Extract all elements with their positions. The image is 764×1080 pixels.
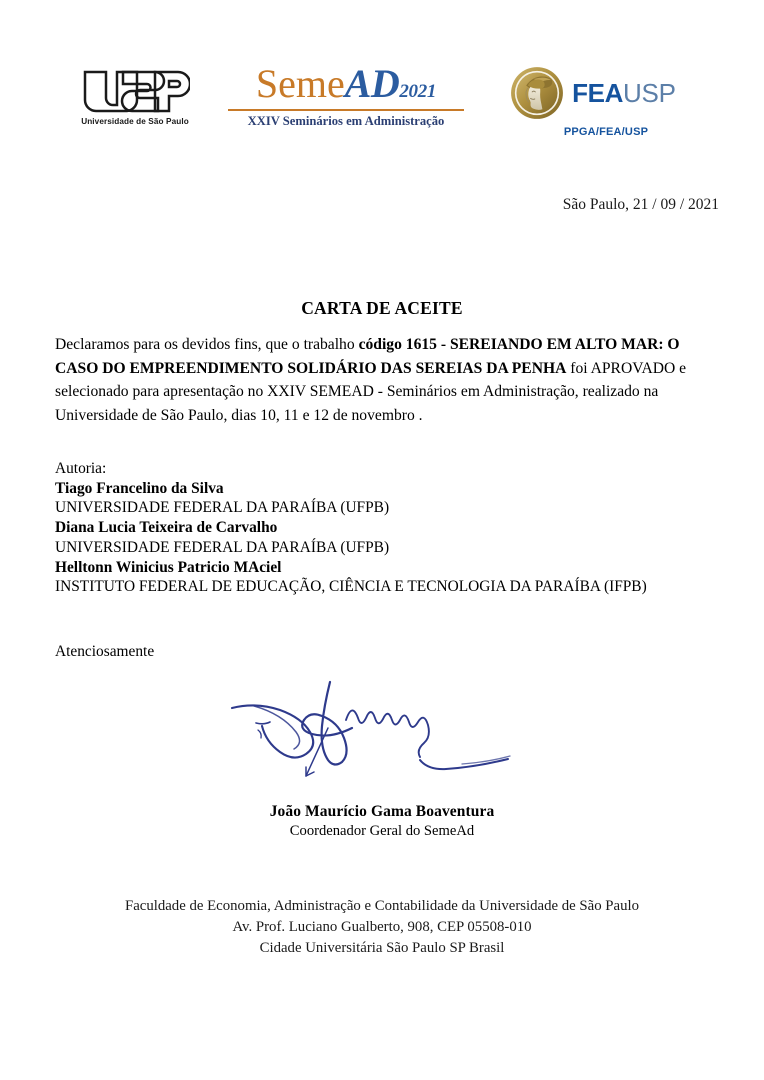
athena-head-medallion-icon	[510, 66, 564, 120]
signature-block	[0, 668, 764, 840]
declaration-paragraph	[55, 333, 693, 428]
page-title: CARTA DE ACEITE	[301, 298, 463, 318]
fea-usp-logo-top	[510, 66, 676, 120]
semead-wordmark	[255, 61, 437, 106]
signatory-role: Coordenador Geral do SemeAd	[289, 823, 475, 839]
usp-logo	[76, 62, 194, 126]
author-name: Tiago Francelino da Silva	[55, 479, 224, 497]
fea-wordmark-fea: FEA	[572, 78, 623, 108]
semead-wordmark-seme: Seme	[255, 61, 345, 106]
author-institution: INSTITUTO FEDERAL DE EDUCAÇÃO, CIÊNCIA E TECNOLOGIA DA PARAÍBA (IFPB)	[55, 578, 647, 596]
closing-salutation: Atenciosamente	[55, 643, 155, 660]
footer-line-1: Faculdade de Economia, Administração e Contabilidade da Universidade de São Paulo	[124, 898, 640, 914]
authorship-label: Autoria:	[55, 460, 107, 477]
date-line: São Paulo, 21 / 09 / 2021	[562, 196, 719, 213]
author-name: Helltonn Winicius Patricio MAciel	[55, 558, 282, 576]
signatory-name: João Maurício Gama Boaventura	[269, 803, 495, 820]
author-institution: UNIVERSIDADE FEDERAL DA PARAÍBA (UFPB)	[55, 499, 390, 517]
semead-wordmark-ad: AD	[344, 61, 400, 106]
footer-address	[0, 896, 764, 959]
fea-usp-logo-subtitle: PPGA/FEA/USP	[563, 126, 649, 138]
footer-line-2: Av. Prof. Luciano Gualberto, 908, CEP 05508-010	[232, 919, 532, 935]
semead-logo	[220, 62, 472, 129]
authorship-block	[55, 459, 695, 597]
author-name: Diana Lucia Teixeira de Carvalho	[55, 519, 278, 537]
semead-divider-rule	[228, 109, 464, 111]
semead-logo-subtitle: XXIV Seminários em Administração	[247, 113, 445, 128]
footer-line-3: Cidade Universitária São Paulo SP Brasil	[259, 940, 505, 956]
usp-logo-caption: Universidade de São Paulo	[81, 117, 189, 126]
paper-title-bold: código 1615 - SEREIANDO EM ALTO MAR: O CASO DO EMPREENDIMENTO SOLIDÁRIO DAS SEREIAS DA PENHA	[55, 336, 680, 377]
fea-usp-logo	[498, 62, 688, 138]
paragraph-part-2: foi APROVADO e selecionado para apresentação no XXIV SEMEAD - Seminários em Administração, realizado na Universidade de São Paulo, dias 10, 11 e 12 de novembro .	[55, 359, 687, 425]
header-logo-bar	[0, 62, 764, 152]
fea-wordmark-usp: USP	[622, 78, 676, 108]
usp-monogram-icon	[80, 68, 190, 114]
fea-usp-wordmark	[572, 80, 676, 106]
paragraph-part-1: Declaramos para os devidos fins, que o trabalho	[55, 336, 359, 353]
semead-wordmark-year: 2021	[399, 81, 437, 102]
handwritten-signature-icon	[224, 668, 554, 793]
author-institution: UNIVERSIDADE FEDERAL DA PARAÍBA (UFPB)	[55, 538, 390, 556]
